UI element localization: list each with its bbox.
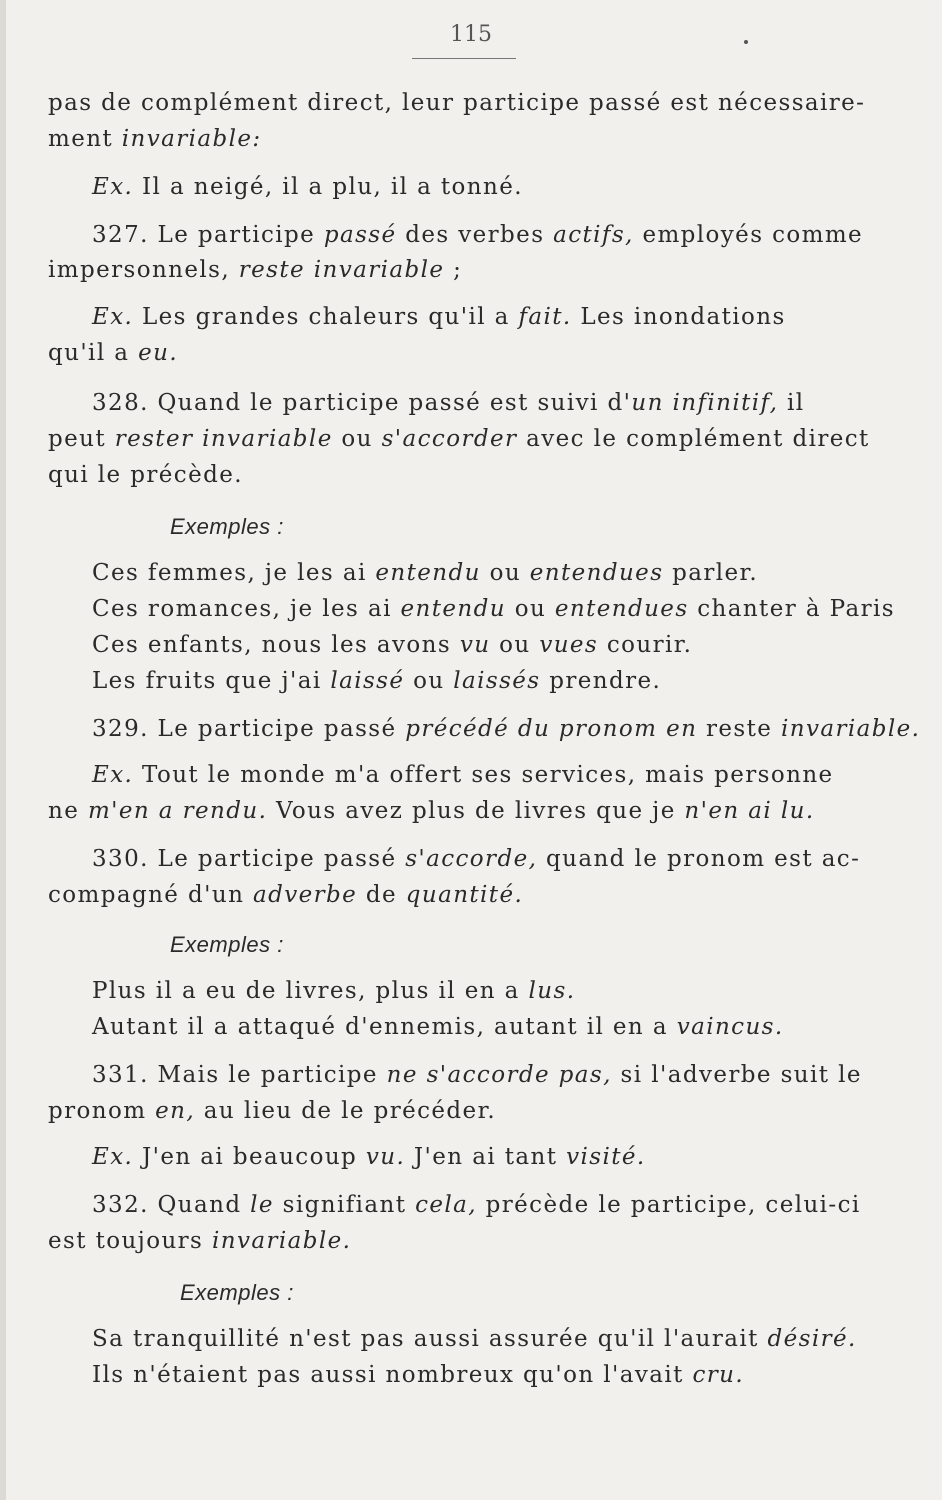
example-line: Ex. Il a neigé, il a plu, il a tonné. [92, 174, 523, 200]
rule-332: 332. Quand le signifiant cela, précède le participe, celui-ci [92, 1192, 861, 1218]
example-line: Ils n'étaient pas aussi nombreux qu'on l'avait cru. [92, 1362, 745, 1388]
text-line: impersonnels, reste invariable ; [48, 257, 463, 283]
rule-329: 329. Le participe passé précédé du pronom en reste invariable. [92, 716, 921, 742]
example-line: Plus il a eu de livres, plus il en a lus. [92, 978, 576, 1004]
example-line: Les fruits que j'ai laissé ou laissés prendre. [92, 668, 662, 694]
text-line: pronom en, au lieu de le précéder. [48, 1098, 497, 1124]
text-line: ne m'en a rendu. Vous avez plus de livres que je n'en ai lu. [48, 798, 815, 824]
rule-327: 327. Le participe passé des verbes actifs, employés comme [92, 222, 864, 248]
text-line: peut rester invariable ou s'accorder avec le complément direct [48, 426, 870, 452]
examples-heading: Exemples : [170, 514, 284, 539]
rule-328: 328. Quand le participe passé est suivi d'un infinitif, il [92, 390, 805, 416]
text-line: est toujours invariable. [48, 1228, 352, 1254]
print-speck [744, 40, 748, 44]
examples-heading: Exemples : [180, 1280, 294, 1305]
example-line: Autant il a attaqué d'ennemis, autant il en a vaincus. [92, 1014, 784, 1040]
text-line: qui le précède. [48, 462, 243, 488]
example-line: Ex. J'en ai beaucoup vu. J'en ai tant visité. [92, 1144, 646, 1170]
example-line: Ces enfants, nous les avons vu ou vues courir. [92, 632, 693, 658]
example-line: Ex. Les grandes chaleurs qu'il a fait. Les inondations [92, 304, 786, 330]
header-rule [412, 58, 516, 59]
text-line: compagné d'un adverbe de quantité. [48, 882, 524, 908]
text-line: qu'il a eu. [48, 340, 179, 366]
page-number: 115 [450, 22, 492, 47]
text-line: ment invariable: [48, 126, 262, 152]
text-line: pas de complément direct, leur participe passé est nécessaire- [48, 90, 866, 116]
example-line: Ces romances, je les ai entendu ou entendues chanter à Paris [92, 596, 895, 622]
rule-330: 330. Le participe passé s'accorde, quand le pronom est ac- [92, 846, 861, 872]
example-line: Ces femmes, je les ai entendu ou entendues parler. [92, 560, 759, 586]
example-line: Sa tranquillité n'est pas aussi assurée qu'il l'aurait désiré. [92, 1326, 857, 1352]
example-line: Ex. Tout le monde m'a offert ses services, mais personne [92, 762, 834, 788]
page-edge [0, 0, 6, 1500]
rule-331: 331. Mais le participe ne s'accorde pas, si l'adverbe suit le [92, 1062, 862, 1088]
examples-heading: Exemples : [170, 932, 284, 957]
